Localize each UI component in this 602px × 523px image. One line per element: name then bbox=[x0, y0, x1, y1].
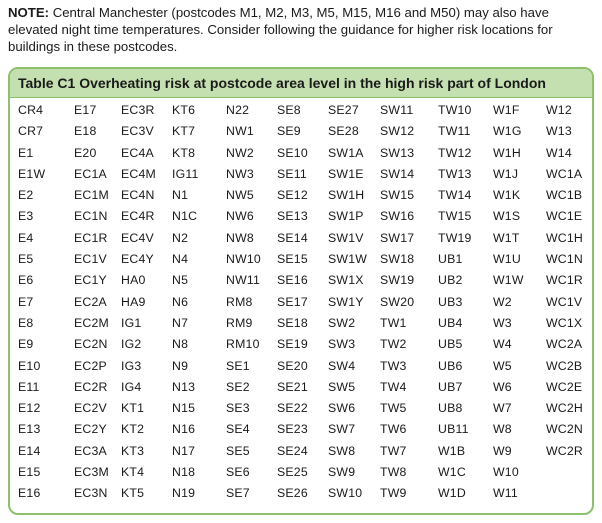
postcode-cell: N5 bbox=[172, 273, 189, 288]
postcode-cell: TW13 bbox=[438, 166, 472, 181]
postcode-cell: UB2 bbox=[438, 273, 463, 288]
postcode-cell: TW12 bbox=[438, 145, 472, 160]
postcode-cell: KT1 bbox=[121, 401, 145, 416]
postcode-cell: IG4 bbox=[121, 379, 142, 394]
note-paragraph bbox=[8, 4, 596, 55]
postcode-cell: W8 bbox=[493, 422, 512, 437]
postcode-cell: IG2 bbox=[121, 337, 142, 352]
postcode-cell: SE26 bbox=[277, 486, 308, 501]
postcode-cell: EC4V bbox=[121, 230, 154, 245]
postcode-cell: SE14 bbox=[277, 230, 308, 245]
postcode-cell: UB6 bbox=[438, 358, 463, 373]
postcode-cell: SW17 bbox=[380, 230, 415, 245]
postcode-cell: NW6 bbox=[226, 209, 254, 224]
postcode-cell: W1S bbox=[493, 209, 521, 224]
postcode-cell: E10 bbox=[18, 358, 41, 373]
postcode-cell: W1G bbox=[493, 124, 522, 139]
postcode-cell: IG1 bbox=[121, 315, 142, 330]
postcode-cell: N15 bbox=[172, 401, 196, 416]
postcode-cell: SW9 bbox=[328, 465, 356, 480]
postcode-cell: WC1V bbox=[546, 294, 583, 309]
postcode-cell: E18 bbox=[74, 124, 97, 139]
postcode-cell: SW1P bbox=[328, 209, 364, 224]
postcode-cell: E13 bbox=[18, 422, 41, 437]
postcode-cell: W2 bbox=[493, 294, 512, 309]
postcode-cell: EC3A bbox=[74, 443, 107, 458]
postcode-cell: E8 bbox=[18, 315, 34, 330]
postcode-cell: EC2N bbox=[74, 337, 108, 352]
postcode-cell: TW8 bbox=[380, 465, 407, 480]
postcode-cell: W1U bbox=[493, 252, 521, 267]
postcode-cell: WC2A bbox=[546, 337, 583, 352]
postcode-cell: SE27 bbox=[328, 103, 359, 117]
postcode-cell: TW5 bbox=[380, 401, 407, 416]
postcode-cell: N1 bbox=[172, 188, 189, 203]
postcode-cell: SW5 bbox=[328, 379, 356, 394]
postcode-cell: E3 bbox=[18, 209, 34, 224]
postcode-cell: W1D bbox=[438, 486, 466, 501]
postcode-cell: SE16 bbox=[277, 273, 308, 288]
postcode-cell: N6 bbox=[172, 294, 189, 309]
postcode-cell: E1W bbox=[18, 166, 46, 181]
postcode-cell: EC1A bbox=[74, 166, 107, 181]
postcode-cell: IG3 bbox=[121, 358, 142, 373]
postcode-cell: SW1A bbox=[328, 145, 364, 160]
postcode-cell: SW13 bbox=[380, 145, 415, 160]
note-text: Central Manchester (postcodes M1, M2, M3, M5, M15, M16 and M50) may also have elevated night time temperatures. Consider following the guidance for higher risk locations for buildings in these postcodes. bbox=[8, 5, 553, 54]
postcode-cell: W1C bbox=[438, 465, 466, 480]
postcode-cell: E14 bbox=[18, 443, 41, 458]
postcode-cell: EC2A bbox=[74, 294, 107, 309]
postcode-cell: W10 bbox=[493, 465, 519, 480]
postcode-cell: W12 bbox=[546, 103, 572, 117]
postcode-cell: W5 bbox=[493, 358, 512, 373]
postcode-cell: W1W bbox=[493, 273, 524, 288]
postcode-cell: CR7 bbox=[18, 124, 44, 139]
postcode-cell: NW2 bbox=[226, 145, 254, 160]
postcode-cell: KT2 bbox=[121, 422, 145, 437]
postcode-cell: NW5 bbox=[226, 188, 254, 203]
postcode-cell: NW8 bbox=[226, 230, 254, 245]
postcode-cell: SW1V bbox=[328, 230, 364, 245]
postcode-cell: UB11 bbox=[438, 422, 469, 437]
postcode-cell: TW7 bbox=[380, 443, 407, 458]
postcode-cell: SE1 bbox=[226, 358, 250, 373]
postcode-cell: RM9 bbox=[226, 315, 253, 330]
postcode-cell: WC2E bbox=[546, 379, 583, 394]
postcode-cell: SW1H bbox=[328, 188, 365, 203]
postcode-cell: N18 bbox=[172, 465, 196, 480]
postcode-cell: SE20 bbox=[277, 358, 308, 373]
postcode-cell: SE15 bbox=[277, 252, 308, 267]
postcode-cell: EC1N bbox=[74, 209, 108, 224]
postcode-cell: W6 bbox=[493, 379, 512, 394]
postcode-cell: SW18 bbox=[380, 252, 415, 267]
postcode-cell: SE24 bbox=[277, 443, 308, 458]
postcode-cell: N1C bbox=[172, 209, 198, 224]
postcode-cell: TW2 bbox=[380, 337, 407, 352]
postcode-cell: TW9 bbox=[380, 486, 407, 501]
postcode-cell: UB1 bbox=[438, 252, 463, 267]
postcode-cell: W9 bbox=[493, 443, 512, 458]
postcode-cell: N13 bbox=[172, 379, 196, 394]
postcode-cell: WC2B bbox=[546, 358, 583, 373]
postcode-cell: TW15 bbox=[438, 209, 472, 224]
postcode-cell: UB3 bbox=[438, 294, 463, 309]
postcode-cell: EC2P bbox=[74, 358, 107, 373]
postcode-cell: N16 bbox=[172, 422, 196, 437]
postcode-cell: SE12 bbox=[277, 188, 308, 203]
postcode-cell: NW11 bbox=[226, 273, 261, 288]
postcode-cell: EC4R bbox=[121, 209, 155, 224]
postcode-cell: SE23 bbox=[277, 422, 308, 437]
postcode-cell: KT3 bbox=[121, 443, 145, 458]
postcode-cell: W7 bbox=[493, 401, 512, 416]
postcode-cell: CR4 bbox=[18, 103, 44, 117]
postcode-cell: EC2R bbox=[74, 379, 108, 394]
postcode-cell: E4 bbox=[18, 230, 34, 245]
postcode-cell: NW1 bbox=[226, 124, 254, 139]
postcode-cell: NW10 bbox=[226, 252, 261, 267]
postcode-cell: SW6 bbox=[328, 401, 356, 416]
postcode-cell: SE28 bbox=[328, 124, 359, 139]
postcode-cell: WC1R bbox=[546, 273, 584, 288]
postcode-cell: EC1R bbox=[74, 230, 108, 245]
postcode-cell: SE21 bbox=[277, 379, 308, 394]
postcode-cell: SE18 bbox=[277, 315, 308, 330]
postcode-cell: SW16 bbox=[380, 209, 415, 224]
postcode-cell: EC3M bbox=[74, 465, 109, 480]
postcode-cell: HA0 bbox=[121, 273, 146, 288]
postcode-cell: UB8 bbox=[438, 401, 463, 416]
postcode-cell: UB4 bbox=[438, 315, 463, 330]
postcode-cell: E15 bbox=[18, 465, 41, 480]
postcode-cell: W1T bbox=[493, 230, 520, 245]
postcode-cell: EC4M bbox=[121, 166, 156, 181]
empty-cell bbox=[546, 462, 594, 483]
postcode-cell: UB7 bbox=[438, 379, 463, 394]
postcode-cell: W1B bbox=[438, 443, 466, 458]
postcode-cell: N9 bbox=[172, 358, 189, 373]
postcode-cell: RM8 bbox=[226, 294, 253, 309]
empty-cell bbox=[546, 483, 594, 504]
postcode-cell: EC1V bbox=[74, 252, 107, 267]
postcode-cell: EC4N bbox=[121, 188, 155, 203]
postcode-cell: W11 bbox=[493, 486, 518, 501]
postcode-cell: SW10 bbox=[328, 486, 363, 501]
postcode-cell: TW4 bbox=[380, 379, 407, 394]
postcode-cell: EC1Y bbox=[74, 273, 107, 288]
postcode-cell: EC4Y bbox=[121, 252, 154, 267]
table-title: Table C1 Overheating risk at postcode area level in the high risk part of London bbox=[10, 69, 592, 98]
postcode-cell: E6 bbox=[18, 273, 34, 288]
postcode-cell: SW19 bbox=[380, 273, 415, 288]
postcode-cell: KT8 bbox=[172, 145, 196, 160]
postcode-cell: EC2M bbox=[74, 315, 109, 330]
postcode-cell: E7 bbox=[18, 294, 34, 309]
postcode-cell: SE2 bbox=[226, 379, 250, 394]
postcode-cell: EC1M bbox=[74, 188, 109, 203]
postcode-cell: N4 bbox=[172, 252, 189, 267]
postcode-cell: SE6 bbox=[226, 465, 250, 480]
postcode-cell: WC2H bbox=[546, 401, 584, 416]
postcode-cell: SW1Y bbox=[328, 294, 364, 309]
postcode-cell: W1J bbox=[493, 166, 519, 181]
postcode-cell: N8 bbox=[172, 337, 189, 352]
postcode-cell: KT5 bbox=[121, 486, 145, 501]
postcode-cell: N22 bbox=[226, 103, 250, 117]
postcode-cell: E9 bbox=[18, 337, 34, 352]
postcode-cell: SE10 bbox=[277, 145, 308, 160]
postcode-cell: SW1E bbox=[328, 166, 364, 181]
postcode-cell: E20 bbox=[74, 145, 97, 160]
postcode-cell: W1K bbox=[493, 188, 521, 203]
postcode-cell: WC1A bbox=[546, 166, 583, 181]
postcode-cell: WC1X bbox=[546, 315, 583, 330]
postcode-cell: WC2R bbox=[546, 443, 584, 458]
postcode-cell: EC2V bbox=[74, 401, 107, 416]
postcode-cell: KT7 bbox=[172, 124, 196, 139]
postcode-cell: SE9 bbox=[277, 124, 301, 139]
postcode-cell: N7 bbox=[172, 315, 189, 330]
postcode-cell: SW11 bbox=[380, 103, 414, 117]
postcode-cell: W14 bbox=[546, 145, 572, 160]
postcode-cell: EC3N bbox=[74, 486, 108, 501]
postcode-cell: E17 bbox=[74, 103, 97, 117]
postcode-cell: SE8 bbox=[277, 103, 301, 117]
postcode-cell: SE7 bbox=[226, 486, 250, 501]
postcode-table bbox=[8, 67, 594, 515]
postcode-cell: E5 bbox=[18, 252, 34, 267]
postcode-cell: SE4 bbox=[226, 422, 250, 437]
postcode-cell: NW3 bbox=[226, 166, 254, 181]
postcode-cell: TW6 bbox=[380, 422, 407, 437]
postcode-cell: TW1 bbox=[380, 315, 407, 330]
postcode-cell: RM10 bbox=[226, 337, 260, 352]
postcode-cell: WC1N bbox=[546, 252, 584, 267]
postcode-cell: W4 bbox=[493, 337, 512, 352]
postcode-cell: TW14 bbox=[438, 188, 472, 203]
postcode-cell: SW20 bbox=[380, 294, 415, 309]
postcode-cell: SE22 bbox=[277, 401, 308, 416]
postcode-cell: SE5 bbox=[226, 443, 250, 458]
postcode-cell: EC3V bbox=[121, 124, 154, 139]
postcode-cell: UB5 bbox=[438, 337, 463, 352]
postcode-cell: SW3 bbox=[328, 337, 356, 352]
postcode-cell: N19 bbox=[172, 486, 196, 501]
postcode-cell: W1F bbox=[493, 103, 520, 117]
postcode-cell: WC2N bbox=[546, 422, 584, 437]
postcode-cell: SW1X bbox=[328, 273, 364, 288]
postcode-cell: SW4 bbox=[328, 358, 356, 373]
postcode-cell: SE17 bbox=[277, 294, 308, 309]
note-label: NOTE: bbox=[8, 5, 50, 20]
postcode-cell: TW19 bbox=[438, 230, 472, 245]
postcode-cell: WC1E bbox=[546, 209, 583, 224]
postcode-cell: SW15 bbox=[380, 188, 415, 203]
postcode-cell: SW8 bbox=[328, 443, 356, 458]
postcode-cell: EC3R bbox=[121, 103, 155, 117]
postcode-cell: SE11 bbox=[277, 166, 307, 181]
postcode-cell: W3 bbox=[493, 315, 512, 330]
postcode-cell: N2 bbox=[172, 230, 189, 245]
postcode-cell: HA9 bbox=[121, 294, 146, 309]
postcode-cell: SE3 bbox=[226, 401, 250, 416]
postcode-cell: E2 bbox=[18, 188, 34, 203]
postcode-cell: KT4 bbox=[121, 465, 145, 480]
postcode-cell: N17 bbox=[172, 443, 196, 458]
postcode-cell: EC4A bbox=[121, 145, 154, 160]
postcode-cell: SW14 bbox=[380, 166, 415, 181]
postcode-cell: SW2 bbox=[328, 315, 356, 330]
postcode-cell: TW11 bbox=[438, 124, 471, 139]
postcode-cell: TW3 bbox=[380, 358, 407, 373]
postcode-cell: W1H bbox=[493, 145, 521, 160]
postcode-cell: SE25 bbox=[277, 465, 308, 480]
postcode-cell: SW7 bbox=[328, 422, 356, 437]
postcode-cell: SW1W bbox=[328, 252, 368, 267]
postcode-cell: E12 bbox=[18, 401, 41, 416]
postcode-cell: SE19 bbox=[277, 337, 308, 352]
postcode-grid bbox=[10, 100, 592, 505]
postcode-cell: E11 bbox=[18, 379, 40, 394]
postcode-cell: TW10 bbox=[438, 103, 472, 117]
postcode-cell: E16 bbox=[18, 486, 41, 501]
postcode-cell: IG11 bbox=[172, 166, 199, 181]
postcode-cell: SE13 bbox=[277, 209, 308, 224]
postcode-cell: WC1B bbox=[546, 188, 583, 203]
postcode-cell: E1 bbox=[18, 145, 34, 160]
postcode-cell: EC2Y bbox=[74, 422, 107, 437]
postcode-cell: SW12 bbox=[380, 124, 415, 139]
postcode-cell: KT6 bbox=[172, 103, 196, 117]
postcode-cell: WC1H bbox=[546, 230, 584, 245]
postcode-cell: W13 bbox=[546, 124, 572, 139]
